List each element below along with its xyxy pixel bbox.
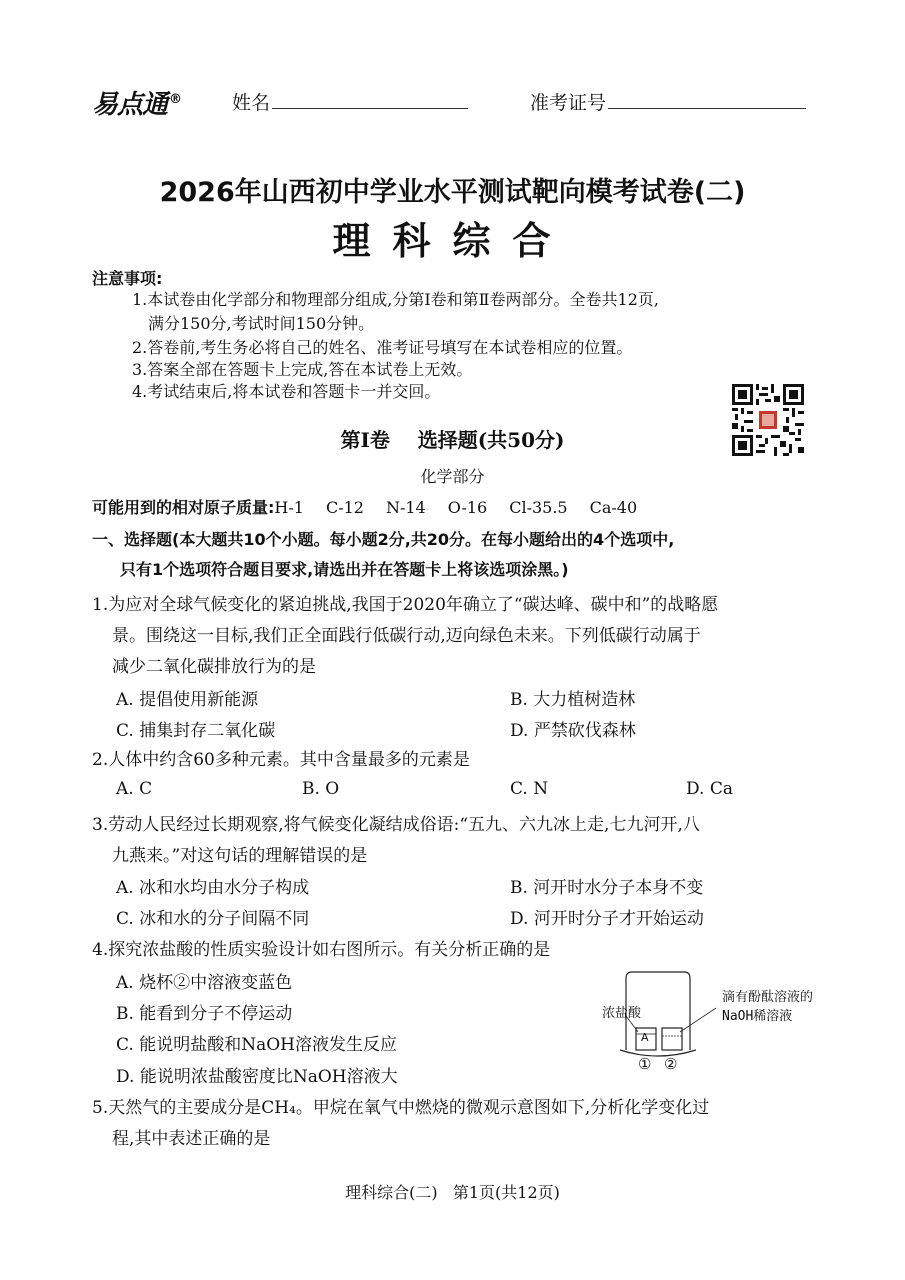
question-2-option-a: A. C (116, 779, 153, 799)
page-footer: 理科综合(二) 第1页(共12页) (345, 1183, 560, 1202)
atomic-mass-value: O-16 (447, 498, 488, 517)
notice-item: 3.答案全部在答题卡上完成,答在本试卷上无效。 (132, 360, 473, 379)
part-instruction: 一、选择题(本大题共10个小题。每小题2分,共20分。在每小题给出的4个选项中, (92, 530, 675, 549)
question-1-option-a: A. 提倡使用新能源 (116, 690, 259, 710)
section-subtitle: 化学部分 (420, 467, 485, 486)
question-3-option-a: A. 冰和水均由水分子构成 (116, 878, 310, 898)
question-3-text: 九燕来。”对这句话的理解错误的是 (112, 846, 368, 866)
notice-item: 4.考试结束后,将本试卷和答题卡一并交回。 (132, 382, 441, 401)
question-1-text: 1.为应对全球气候变化的紧迫挑战,我国于2020年确立了“碳达峰、碳中和”的战略愿 (92, 595, 719, 615)
notice-item: 满分150分,考试时间150分钟。 (148, 314, 375, 333)
diagram-label-phenolphthalein: 滴有酚酞溶液的 (722, 990, 814, 1005)
atomic-mass-value: C-12 (325, 498, 364, 517)
brand-logo: 易点通 ® (92, 90, 182, 120)
atomic-mass-line (92, 495, 659, 518)
section-title: 第Ⅰ卷 选择题(共50分) (340, 428, 565, 452)
question-4-option-c: C. 能说明盐酸和NaOH溶液发生反应 (116, 1035, 397, 1055)
question-2-text: 2.人体中约含60多种元素。其中含量最多的元素是 (92, 750, 470, 770)
question-4-option-d: D. 能说明浓盐酸密度比NaOH溶液大 (116, 1067, 398, 1087)
name-label: 姓名 (232, 92, 271, 114)
notice-heading: 注意事项: (92, 269, 163, 288)
question-1-text: 景。围绕这一目标,我们正全面践行低碳行动,迈向绿色未来。下列低碳行动属于 (112, 626, 701, 646)
beaker-a-label: A (641, 1031, 649, 1044)
subject-title: 理科综合 (332, 218, 573, 263)
question-5-text: 程,其中表述正确的是 (112, 1129, 271, 1149)
name-field-line (272, 108, 468, 109)
diagram-label-hcl: 浓盐酸 (602, 1006, 642, 1021)
notice-item: 1.本试卷由化学部分和物理部分组成,分第Ⅰ卷和第Ⅱ卷两部分。全卷共12页, (132, 290, 659, 309)
atomic-mass-value: H-1 (274, 498, 304, 517)
exam-id-field-line (608, 108, 806, 109)
atomic-mass-label: 可能用到的相对原子质量: (92, 498, 275, 517)
part-instruction: 只有1个选项符合题目要求,请选出并在答题卡上将该选项涂黑。) (120, 560, 569, 579)
question-1-option-b: B. 大力植树造林 (510, 690, 636, 710)
question-4-option-a: A. 烧杯②中溶液变蓝色 (116, 973, 293, 993)
exam-title: 2026年山西初中学业水平测试靶向模考试卷(二) (159, 177, 746, 208)
atomic-mass-value: Cl-35.5 (509, 498, 568, 517)
question-3-text: 3.劳动人民经过长期观察,将气候变化凝结成俗语:“五九、六九冰上走,七九河开,八 (92, 815, 700, 835)
question-1-text: 减少二氧化碳排放行为的是 (112, 657, 316, 677)
question-5-text: 5.天然气的主要成分是CH₄。甲烷在氧气中燃烧的微观示意图如下,分析化学变化过 (92, 1098, 710, 1118)
beaker-2-label: ② (664, 1055, 678, 1073)
question-3-option-d: D. 河开时分子才开始运动 (510, 909, 704, 929)
exam-id-label: 准考证号 (530, 92, 607, 114)
question-4-text: 4.探究浓盐酸的性质实验设计如右图所示。有关分析正确的是 (92, 940, 551, 960)
notice-item: 2.答卷前,考生务必将自己的姓名、准考证号填写在本试卷相应的位置。 (132, 338, 633, 357)
question-1-option-c: C. 捕集封存二氧化碳 (116, 721, 276, 741)
question-3-option-c: C. 冰和水的分子间隔不同 (116, 909, 310, 929)
beaker-1-label: ① (638, 1055, 652, 1073)
atomic-mass-value: N-14 (385, 498, 426, 517)
question-2-option-d: D. Ca (686, 779, 733, 799)
question-4-option-b: B. 能看到分子不停运动 (116, 1004, 293, 1024)
question-2-option-c: C. N (510, 779, 549, 799)
diagram-label-naoh: NaOH稀溶液 (722, 1009, 793, 1024)
atomic-mass-value: Ca-40 (589, 498, 638, 517)
question-1-option-d: D. 严禁砍伐森林 (510, 721, 636, 741)
question-2-option-b: B. O (302, 779, 340, 799)
question-3-option-b: B. 河开时水分子本身不变 (510, 878, 704, 898)
